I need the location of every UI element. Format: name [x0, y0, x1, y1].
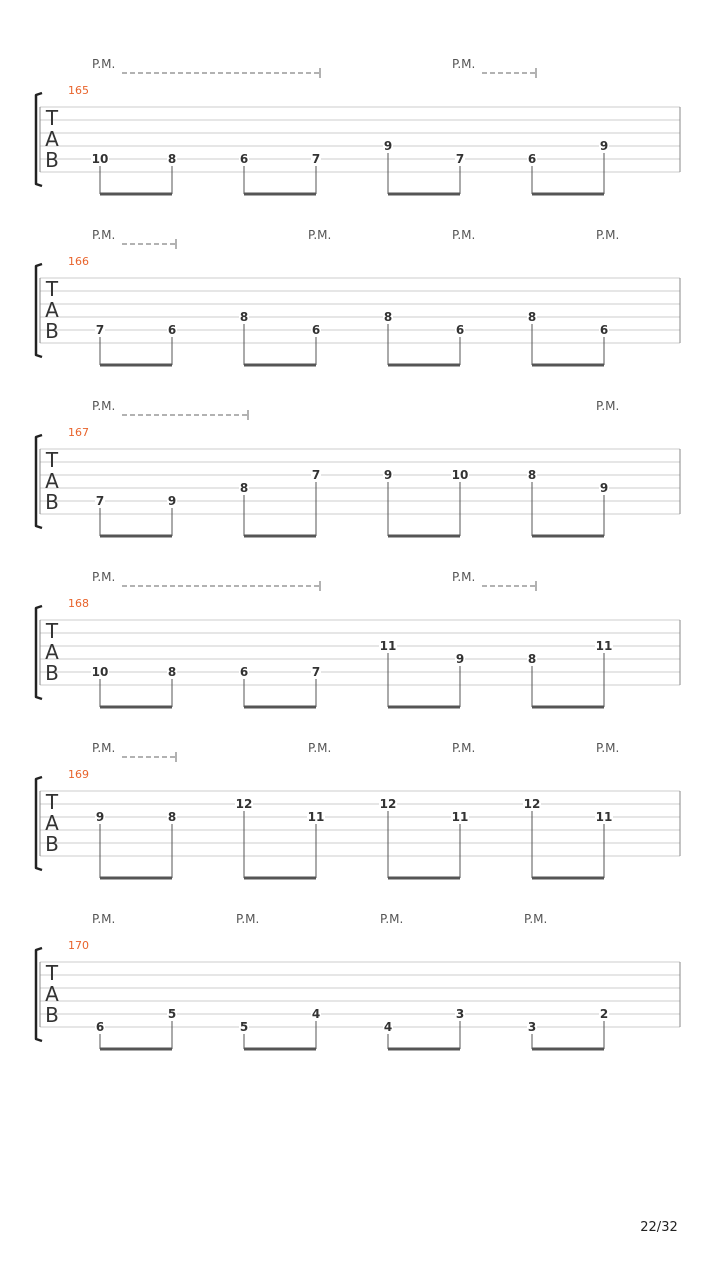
fret-number: 8: [167, 810, 177, 824]
tab-clef-letter: A: [45, 640, 59, 664]
tab-system: [36, 741, 680, 880]
tab-clef-letter: A: [45, 127, 59, 151]
beam: [100, 877, 172, 880]
palm-mute-label: P.M.: [596, 741, 620, 755]
fret-number: 9: [95, 810, 105, 824]
fret-number: 8: [167, 665, 177, 679]
fret-number: 11: [451, 810, 469, 824]
fret-number: 3: [455, 1007, 465, 1021]
fret-number: 9: [167, 494, 177, 508]
tab-clef-letter: A: [45, 982, 59, 1006]
tab-clef-letter: T: [45, 961, 59, 985]
fret-number: 9: [599, 139, 609, 153]
fret-number: 6: [527, 152, 537, 166]
beam: [100, 193, 172, 196]
fret-number: 11: [307, 810, 325, 824]
fret-number: 8: [167, 152, 177, 166]
fret-number: 6: [311, 323, 321, 337]
tab-clef-letter: T: [45, 448, 59, 472]
fret-number: 10: [91, 665, 109, 679]
palm-mute-label: P.M.: [380, 912, 404, 926]
tab-clef-letter: T: [45, 106, 59, 130]
measure-number: 170: [68, 939, 89, 952]
fret-number: 10: [91, 152, 109, 166]
fret-number: 4: [383, 1020, 393, 1034]
fret-number: 8: [383, 310, 393, 324]
fret-number: 5: [167, 1007, 177, 1021]
fret-number: 7: [95, 323, 105, 337]
palm-mute-label: P.M.: [92, 399, 116, 413]
fret-number: 7: [455, 152, 465, 166]
measure-number: 169: [68, 768, 89, 781]
fret-number: 2: [599, 1007, 609, 1021]
beam: [532, 364, 604, 367]
palm-mute-label: P.M.: [452, 741, 476, 755]
beam: [388, 193, 460, 196]
beam: [244, 364, 316, 367]
beam: [244, 706, 316, 709]
beam: [532, 877, 604, 880]
beam: [244, 877, 316, 880]
beam: [388, 706, 460, 709]
fret-number: 5: [239, 1020, 249, 1034]
palm-mute-label: P.M.: [452, 228, 476, 242]
measure-number: 165: [68, 84, 89, 97]
palm-mute-label: P.M.: [92, 741, 116, 755]
tab-clef-letter: B: [45, 319, 59, 343]
palm-mute-label: P.M.: [308, 228, 332, 242]
beam: [244, 535, 316, 538]
fret-number: 11: [595, 639, 613, 653]
fret-number: 10: [451, 468, 469, 482]
fret-number: 6: [455, 323, 465, 337]
tab-clef-letter: A: [45, 469, 59, 493]
fret-number: 12: [523, 797, 541, 811]
tab-system: [36, 228, 680, 367]
fret-number: 7: [311, 152, 321, 166]
palm-mute-label: P.M.: [524, 912, 548, 926]
tab-clef-letter: A: [45, 298, 59, 322]
fret-number: 8: [527, 310, 537, 324]
tab-system: [36, 399, 680, 538]
tab-clef-letter: B: [45, 1003, 59, 1027]
fret-number: 4: [311, 1007, 321, 1021]
palm-mute-label: P.M.: [236, 912, 260, 926]
palm-mute-label: P.M.: [92, 57, 116, 71]
fret-number: 9: [599, 481, 609, 495]
beam: [244, 1048, 316, 1051]
palm-mute-label: P.M.: [452, 57, 476, 71]
beam: [532, 1048, 604, 1051]
beam: [388, 364, 460, 367]
fret-number: 12: [235, 797, 253, 811]
palm-mute-label: P.M.: [92, 912, 116, 926]
fret-number: 11: [595, 810, 613, 824]
fret-number: 6: [167, 323, 177, 337]
measure-number: 168: [68, 597, 89, 610]
palm-mute-label: P.M.: [92, 570, 116, 584]
fret-number: 6: [599, 323, 609, 337]
fret-number: 12: [379, 797, 397, 811]
tab-clef-letter: B: [45, 148, 59, 172]
beam: [532, 535, 604, 538]
palm-mute-label: P.M.: [92, 228, 116, 242]
palm-mute-label: P.M.: [596, 399, 620, 413]
fret-number: 7: [95, 494, 105, 508]
fret-number: 9: [383, 468, 393, 482]
fret-number: 8: [239, 481, 249, 495]
tab-clef-letter: B: [45, 832, 59, 856]
measure-number: 166: [68, 255, 89, 268]
tab-clef-letter: B: [45, 490, 59, 514]
fret-number: 6: [239, 665, 249, 679]
fret-number: 9: [383, 139, 393, 153]
tab-clef-letter: T: [45, 619, 59, 643]
fret-number: 9: [455, 652, 465, 666]
tab-clef-letter: T: [45, 277, 59, 301]
beam: [244, 193, 316, 196]
beam: [100, 364, 172, 367]
tab-system: [36, 57, 680, 196]
page-number: 22/32: [640, 1220, 678, 1235]
palm-mute-label: P.M.: [596, 228, 620, 242]
fret-number: 7: [311, 468, 321, 482]
beam: [100, 706, 172, 709]
beam: [388, 1048, 460, 1051]
tab-clef-letter: T: [45, 790, 59, 814]
beam: [532, 706, 604, 709]
beam: [388, 535, 460, 538]
beam: [532, 193, 604, 196]
fret-number: 11: [379, 639, 397, 653]
fret-number: 6: [239, 152, 249, 166]
tab-system: [36, 570, 680, 709]
measure-number: 167: [68, 426, 89, 439]
fret-number: 8: [239, 310, 249, 324]
fret-number: 8: [527, 468, 537, 482]
fret-number: 8: [527, 652, 537, 666]
fret-number: 6: [95, 1020, 105, 1034]
tab-system: [36, 912, 680, 1051]
palm-mute-label: P.M.: [308, 741, 332, 755]
palm-mute-label: P.M.: [452, 570, 476, 584]
beam: [100, 1048, 172, 1051]
tab-clef-letter: B: [45, 661, 59, 685]
beam: [100, 535, 172, 538]
beam: [388, 877, 460, 880]
fret-number: 7: [311, 665, 321, 679]
tab-clef-letter: A: [45, 811, 59, 835]
fret-number: 3: [527, 1020, 537, 1034]
